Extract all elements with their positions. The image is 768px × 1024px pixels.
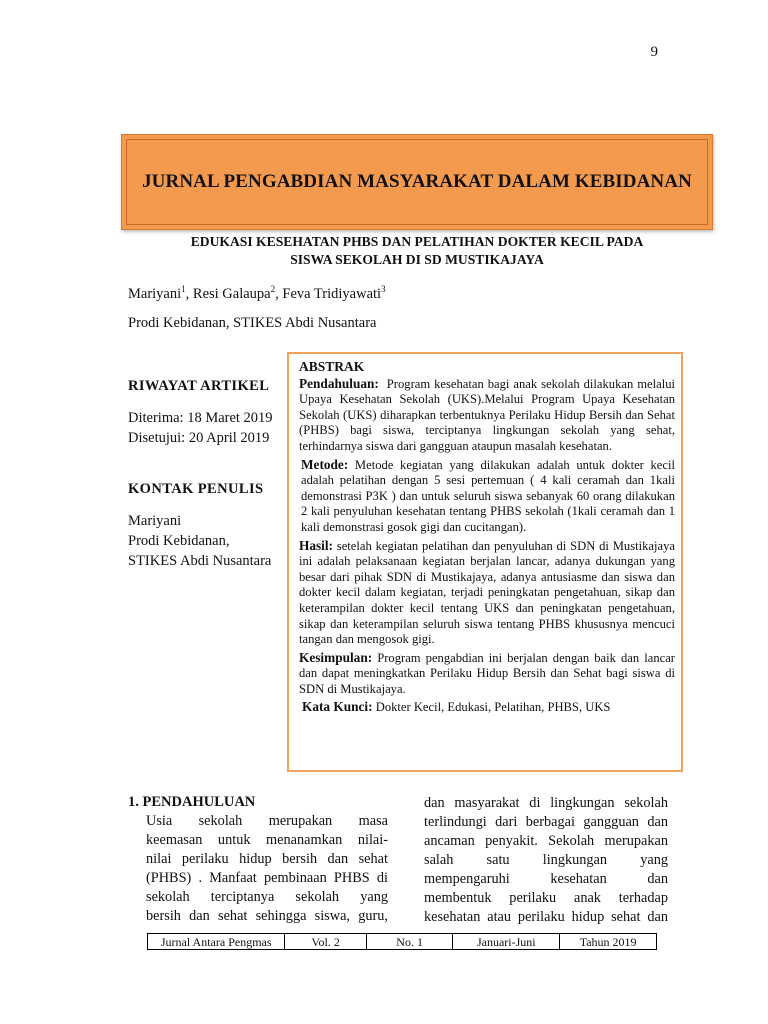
abstract-results [299,538,675,648]
body-line: membentuk perilaku anak terhadap [424,890,668,906]
footer-journal: Jurnal Antara Pengmas [148,934,285,950]
footer-volume: Vol. 2 [285,934,366,950]
body-line: (PHBS) . Manfaat pembinaan PHBS di [146,870,388,886]
abstract-keywords [299,699,675,716]
journal-footer [147,933,657,950]
body-line: sekolah terciptanya sekolah yang [146,889,388,905]
author-name: Feva Tridiyawati [282,285,382,302]
body-line: dan masyarakat di lingkungan sekolah [424,795,668,811]
approved-date: Disetujui: 20 April 2019 [128,430,270,446]
section-label: Metode: [301,456,349,472]
footer-year: Tahun 2019 [560,934,657,950]
article-title-line: EDUKASI KESEHATAN PHBS DAN PELATIHAN DOKTER KECIL PADA [190,234,644,249]
abstract-method [299,457,675,536]
abstract [299,359,675,718]
author-affiliation-mark: 1 [181,284,186,294]
author-affiliation-mark: 2 [270,284,276,294]
section-label: Pendahuluan: [299,375,379,391]
body-line: salah satu lingkungan yang [424,852,668,868]
contact-line: Mariyani [128,513,182,529]
author-list [128,284,386,303]
body-line: kesehatan atau perilaku hidup sehat dan [424,909,668,925]
contact-line: STIKES Abdi Nusantara [128,553,272,569]
journal-banner [121,134,713,230]
section-text: Dokter Kecil, Edukasi, Pelatihan, PHBS, UKS [375,700,611,715]
introduction-left-column [146,812,388,926]
introduction-right-column [424,794,668,927]
section-text: Program kesehatan bagi anak sekolah dilakukan melalui Upaya Kesehatan Sekolah (UKS).Melalui Program Upaya Kesehatan Sekolah (UKS) diharapkan terbentuknya Perilaku Hidup Bersih dan Sehat (PHBS) bagi siswa, terciptanya lingkungan sekolah yang sehat, terhindarnya siswa dari gangguan ataupun masalah kesehatan. [299,376,675,453]
abstract-conclusion [299,650,675,698]
article-history-heading: RIWAYAT ARTIKEL [128,378,270,394]
author-contact [128,479,271,571]
body-line: nilai perilaku hidup bersih dan sehat [146,851,388,867]
author-name: Resi Galaupa [192,285,271,302]
contact-line: Prodi Kebidanan, [128,533,230,549]
author-affiliation-mark: 3 [381,284,386,294]
section-label: Kesimpulan: [299,649,373,665]
author-name: Mariyani [128,285,182,302]
article-history [128,376,273,448]
received-date: Diterima: 18 Maret 2019 [128,410,273,426]
page-number: 9 [650,44,658,60]
body-line: Usia sekolah merupakan masa [146,813,388,829]
affiliation: Prodi Kebidanan, STIKES Abdi Nusantara [128,315,377,331]
abstract-heading: ABSTRAK [299,359,365,374]
section-label: Kata Kunci: [302,699,373,715]
body-line: ancaman penyakit. Sekolah merupakan [424,833,668,849]
author-separator: , [275,285,283,302]
abstract-introduction [299,376,675,455]
footer-row [148,934,657,950]
footer-number: No. 1 [366,934,453,950]
section-text: setelah kegiatan pelatihan dan penyuluhan di SDN di Mustikajaya ini adalah pelaksanaan kegiatan berjalan lancar, adanya dukungan yang besar dari pihak SDN di Mustikajaya, adanya antusiasme dan siswa dan dokter kecil dalam kegiatan, terjadi peningkatan pengetahuan, sikap dan keterampilan dokter kecil tentang UKS dan peningkatan pengetahuan, sikap dan keterampilan seluruh siswa tentang PHBS khususnya mencuci tangan dan mengosok gigi. [299,538,675,647]
section-text: Metode kegiatan yang dilakukan adalah untuk dokter kecil adalah pelatihan dengan 5 sesi pertemuan ( 4 kali ceramah dan 1kali demonstrasi P3K ) dan untuk seluruh siswa sebanyak 60 orang dilakukan 2 kali penyuluhan kesehatan tentang PHBS sekolah (1kali ceramah dan 1 kali demonstrasi gosok gigi dan cucitangan). [301,457,675,534]
author-separator: , [185,285,193,302]
section-label: Hasil: [299,537,333,553]
author-contact-heading: KONTAK PENULIS [128,481,264,497]
introduction-heading: 1. PENDAHULUAN [128,794,256,810]
article-title [128,233,706,269]
journal-banner-frame [126,139,708,225]
article-title-line: SISWA SEKOLAH DI SD MUSTIKAJAYA [290,252,544,267]
footer-period: Januari-Juni [453,934,560,950]
body-line: terlindungi dari berbagai gangguan dan [424,814,668,830]
body-line: mempengaruhi kesehatan dan [424,871,668,887]
journal-title: JURNAL PENGABDIAN MASYARAKAT DALAM KEBIDANAN [142,171,692,192]
body-line: keemasan untuk menanamkan nilai- [146,832,388,848]
section-text: Program pengabdian ini berjalan dengan baik dan lancar dan dapat meningkatkan Perilaku Hidup Bersih dan Sehat bagi siswa di SDN di Mustikajaya. [299,650,675,696]
body-line: bersih dan sehat sehingga siswa, guru, [146,908,388,924]
